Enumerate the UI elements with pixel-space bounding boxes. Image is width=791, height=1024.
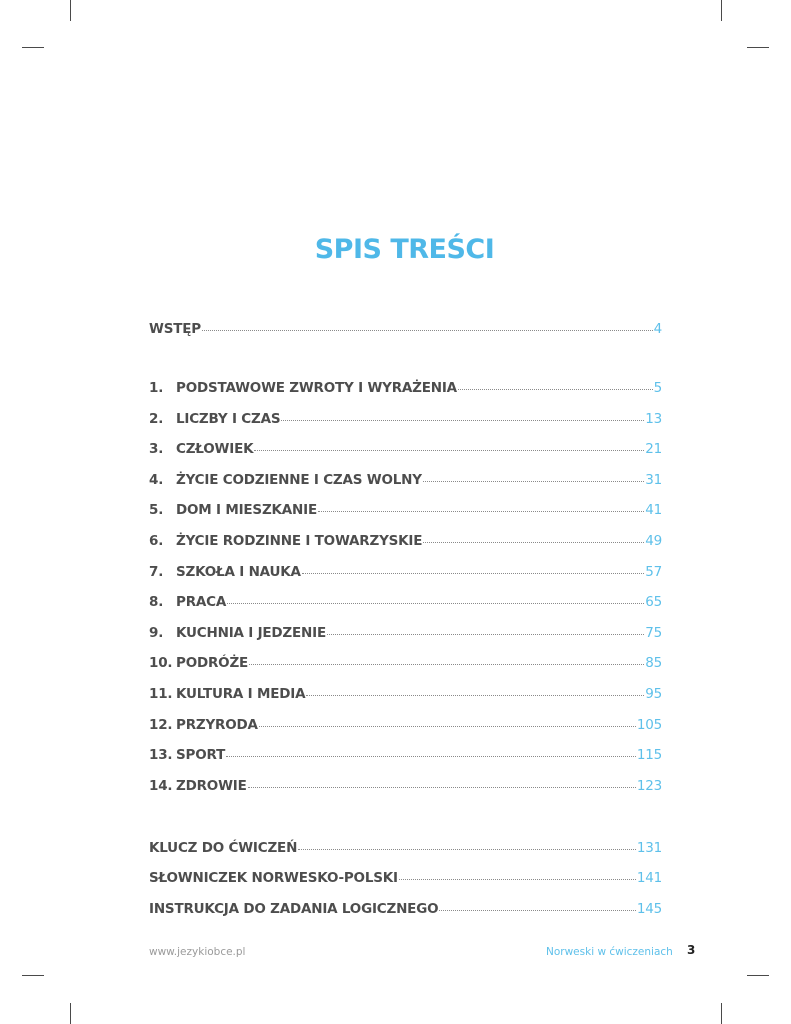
toc-entry-number: 9. bbox=[149, 624, 164, 641]
dot-leader bbox=[248, 786, 636, 788]
toc-entry-number: 12. bbox=[149, 716, 173, 733]
toc-entry-number: 7. bbox=[149, 563, 164, 580]
toc-entry-page: 49 bbox=[645, 533, 662, 549]
toc-entry-label: SPORT bbox=[176, 747, 226, 764]
toc-entry-page: 13 bbox=[645, 410, 662, 427]
toc-entry[interactable] bbox=[149, 472, 662, 492]
toc-entry-label: ŻYCIE RODZINNE I TOWARZYSKIE bbox=[176, 533, 423, 549]
dot-leader bbox=[318, 510, 644, 512]
crop-mark bbox=[747, 975, 769, 976]
toc-entry-number: 5. bbox=[149, 502, 164, 519]
toc-entry-number: 11. bbox=[149, 686, 173, 702]
toc-entry-label: KLUCZ DO ĆWICZEŃ bbox=[149, 840, 298, 856]
toc-entry[interactable] bbox=[149, 594, 662, 614]
toc-entry-number: 8. bbox=[149, 594, 164, 611]
toc-entry-label: CZŁOWIEK bbox=[176, 441, 254, 458]
toc-entry-page: 85 bbox=[645, 655, 662, 672]
footer-website: www.jezykiobce.pl bbox=[149, 946, 246, 958]
toc-entry[interactable] bbox=[149, 533, 662, 553]
toc-entry-page: 31 bbox=[645, 471, 662, 488]
toc-entry[interactable] bbox=[149, 380, 662, 400]
toc-entry-label: PRZYRODA bbox=[176, 716, 258, 733]
toc-entry-page: 21 bbox=[645, 441, 662, 458]
footer-page-number: 3 bbox=[687, 943, 696, 957]
toc-entry[interactable] bbox=[149, 686, 662, 706]
dot-leader bbox=[254, 449, 644, 451]
page-title: SPIS TREŚCI bbox=[314, 234, 495, 265]
crop-mark bbox=[22, 975, 44, 976]
toc-entry-page: 105 bbox=[636, 716, 662, 733]
toc-entry-page: 41 bbox=[645, 502, 662, 519]
toc-entry-page: 115 bbox=[636, 747, 662, 764]
dot-leader bbox=[306, 694, 644, 696]
toc-entry-label: KUCHNIA I JEDZENIE bbox=[176, 624, 326, 641]
toc-entry-label: PODSTAWOWE ZWROTY I WYRAŻENIA bbox=[176, 380, 457, 396]
dot-leader bbox=[399, 878, 636, 880]
toc-entry-page: 65 bbox=[645, 594, 662, 611]
dot-leader bbox=[281, 419, 644, 421]
toc-entry-label: WSTĘP bbox=[149, 321, 201, 337]
crop-mark bbox=[721, 0, 722, 21]
toc-entry[interactable] bbox=[149, 564, 662, 584]
dot-leader bbox=[227, 602, 644, 604]
toc-entry[interactable] bbox=[149, 441, 662, 461]
toc-entry-number: 10. bbox=[149, 655, 173, 672]
crop-mark bbox=[22, 47, 44, 48]
toc-entry[interactable] bbox=[149, 655, 662, 675]
dot-leader bbox=[202, 329, 653, 331]
toc-entry-label: ŻYCIE CODZIENNE I CZAS WOLNY bbox=[176, 471, 422, 488]
toc-entry-number: 13. bbox=[149, 747, 173, 764]
toc-entry-page: 57 bbox=[645, 563, 662, 580]
toc-entry-label: KULTURA I MEDIA bbox=[176, 686, 306, 702]
toc-entry-page: 131 bbox=[636, 840, 662, 856]
toc-entry-page: 141 bbox=[636, 870, 662, 887]
toc-entry-page: 5 bbox=[653, 380, 662, 396]
toc-entry[interactable] bbox=[149, 901, 662, 921]
dot-leader bbox=[302, 572, 644, 574]
toc-entry-label: LICZBY I CZAS bbox=[176, 410, 281, 427]
toc-entry[interactable] bbox=[149, 840, 662, 860]
toc-entry[interactable] bbox=[149, 411, 662, 431]
dot-leader bbox=[423, 480, 644, 482]
toc-entry-page: 4 bbox=[653, 321, 662, 337]
crop-mark bbox=[747, 47, 769, 48]
crop-mark bbox=[70, 0, 71, 21]
crop-mark bbox=[721, 1003, 722, 1024]
toc-entry[interactable] bbox=[149, 778, 662, 798]
toc-entry-page: 95 bbox=[645, 686, 662, 702]
toc-entry-page: 145 bbox=[636, 900, 662, 917]
toc-entry-label: INSTRUKCJA DO ZADANIA LOGICZNEGO bbox=[149, 900, 439, 917]
toc-entry-page: 123 bbox=[636, 777, 662, 794]
toc-entry-label: PODRÓŻE bbox=[176, 655, 249, 672]
dot-leader bbox=[226, 755, 636, 757]
toc-entry-number: 2. bbox=[149, 410, 164, 427]
toc-entry[interactable] bbox=[149, 717, 662, 737]
toc-entry-label: SZKOŁA I NAUKA bbox=[176, 563, 301, 580]
toc-entry-number: 14. bbox=[149, 777, 173, 794]
toc-entry-number: 4. bbox=[149, 471, 164, 488]
toc-entry-label: DOM I MIESZKANIE bbox=[176, 502, 317, 519]
toc-entry-label: SŁOWNICZEK NORWESKO-POLSKI bbox=[149, 870, 398, 887]
toc-entry-number: 1. bbox=[149, 380, 164, 396]
toc-entry-label: ZDROWIE bbox=[176, 777, 247, 794]
crop-mark bbox=[70, 1003, 71, 1024]
toc-entry-intro[interactable] bbox=[149, 321, 662, 341]
toc-entry[interactable] bbox=[149, 625, 662, 645]
toc-entry-number: 6. bbox=[149, 533, 164, 549]
dot-leader bbox=[259, 725, 636, 727]
dot-leader bbox=[298, 848, 636, 850]
dot-leader bbox=[327, 633, 644, 635]
toc-entry-page: 75 bbox=[645, 624, 662, 641]
dot-leader bbox=[439, 909, 635, 911]
toc-entry-label: PRACA bbox=[176, 594, 227, 611]
toc-entry[interactable] bbox=[149, 502, 662, 522]
dot-leader bbox=[458, 388, 653, 390]
toc-entry[interactable] bbox=[149, 870, 662, 890]
footer-book-title: Norweski w ćwiczeniach bbox=[546, 946, 673, 958]
toc-entry-number: 3. bbox=[149, 441, 164, 458]
dot-leader bbox=[423, 541, 644, 543]
toc-entry[interactable] bbox=[149, 747, 662, 767]
dot-leader bbox=[249, 663, 644, 665]
